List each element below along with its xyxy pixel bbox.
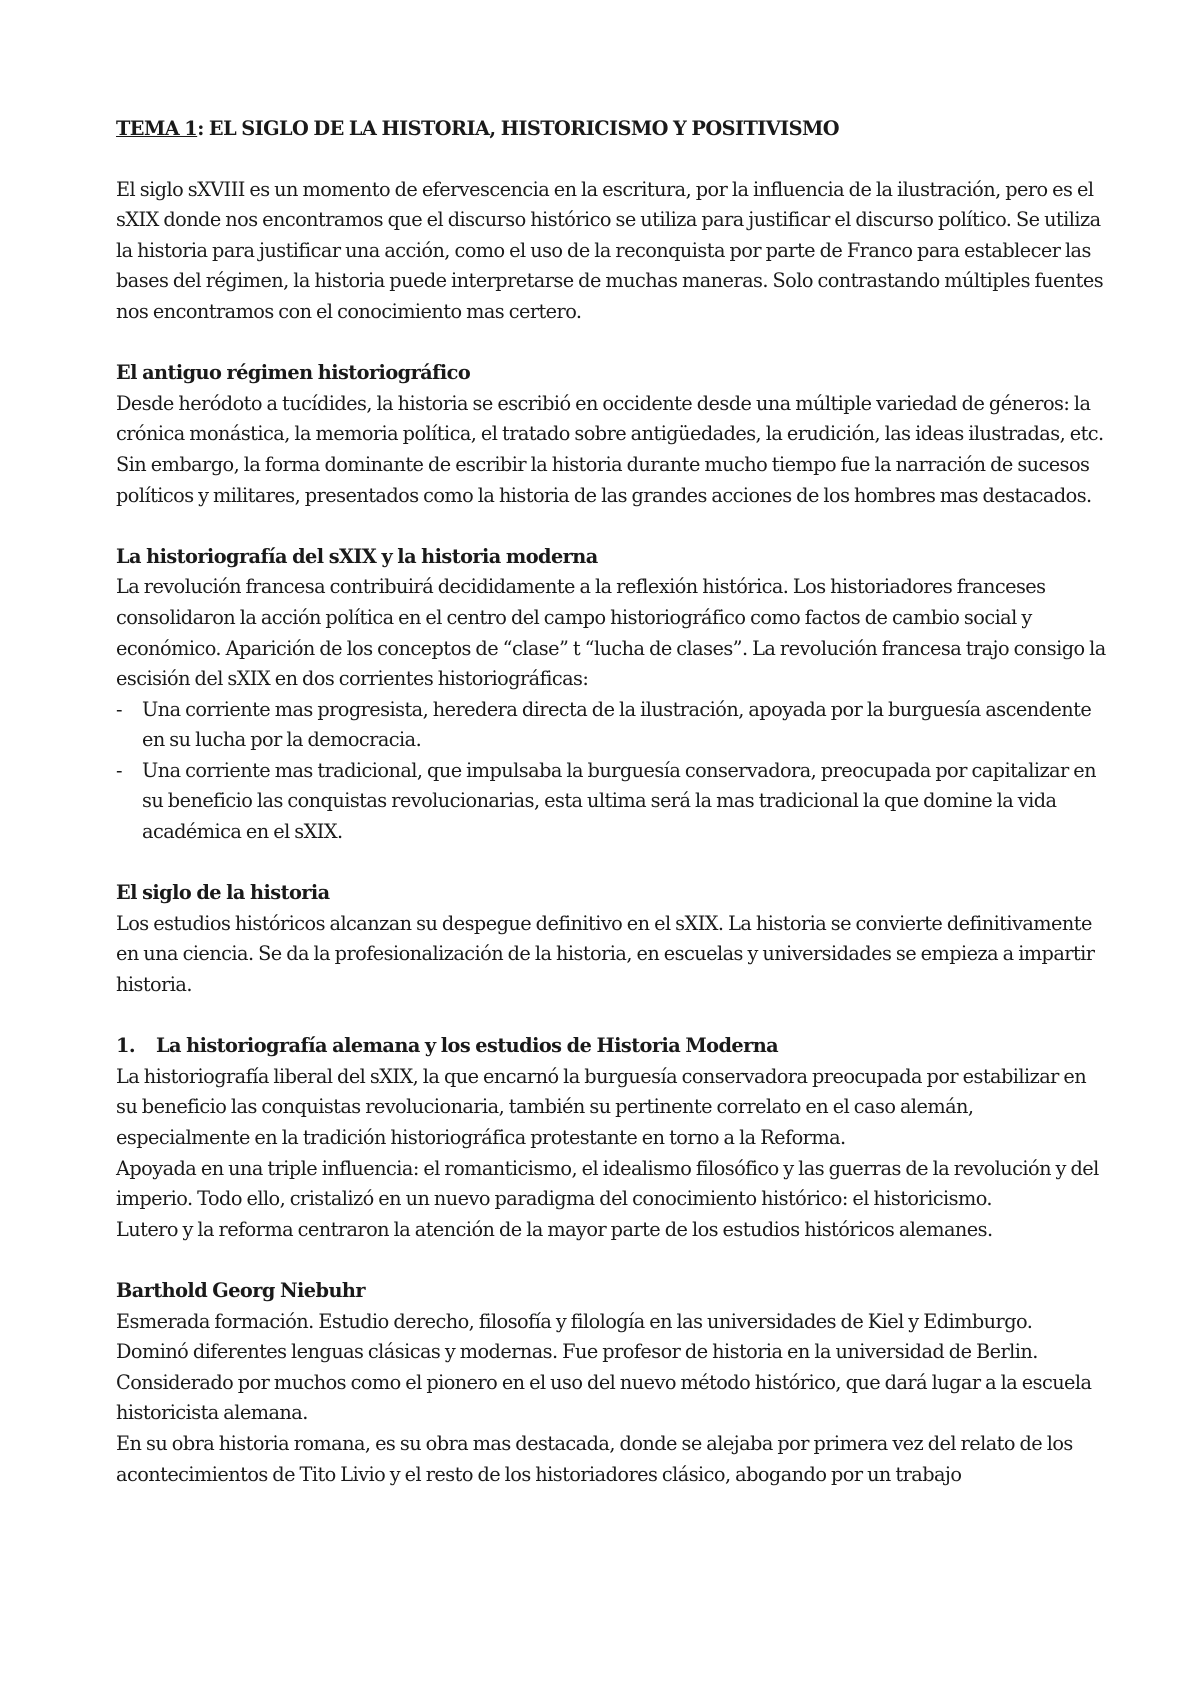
section-heading-niebuhr: Barthold Georg Niebuhr (116, 1278, 365, 1302)
heading-text: La historiografía alemana y los estudios de Historia Moderna (156, 1034, 779, 1058)
section-historiografia-sxix (116, 542, 1106, 848)
section-niebuhr (116, 1276, 1106, 1490)
title-tema-label: TEMA 1 (116, 117, 198, 140)
paragraph-alemana-2: Apoyada en una triple influencia: el romanticismo, el idealismo filosófico y las guerras de la revolución y del imperio. Todo ello, cristalizó en un nuevo paradigma del conocimiento histórico: el historicismo. (116, 1156, 1099, 1211)
paragraph-antiguo-1: Desde heródoto a tucídides, la historia se escribió en occidente desde una múltiple variedad de géneros: la crónica monástica, la memoria política, el tratado sobre antigüedades, la erudición, las ideas ilustradas, etc. (116, 391, 1104, 446)
section-historiografia-alemana (116, 1031, 1106, 1245)
list-item (116, 756, 1106, 848)
section-heading-antiguo-regimen: El antiguo régimen historiográfico (116, 361, 471, 385)
intro-paragraph: El siglo sXVIII es un momento de efervescencia en la escritura, por la influencia de la ilustración, pero es el sXIX donde nos encontramos que el discurso histórico se utiliza para justificar el discurso político. Se utiliza la historia para justificar una acción, como el uso de la reconquista por parte de Franco para establecer las bases del régimen, la historia puede interpretarse de muchas maneras. Solo contrastando múltiples fuentes nos encontramos con el conocimiento mas certero. (116, 177, 1104, 323)
dash-bullet-icon: - (116, 758, 122, 782)
section-heading-historiografia-sxix: La historiografía del sXIX y la historia moderna (116, 544, 598, 568)
list-item-text: Una corriente mas tradicional, que impulsaba la burguesía conservadora, preocupada por capitalizar en su beneficio las conquistas revolucionarias, esta ultima será la mas tradicional la que domine la vida académica en el sXIX. (142, 758, 1096, 844)
list-item (116, 695, 1106, 756)
title-text: : EL SIGLO DE LA HISTORIA, HISTORICISMO Y POSITIVISMO (197, 117, 840, 140)
section-heading-historiografia-alemana (116, 1031, 1106, 1062)
paragraph-alemana-1: La historiografía liberal del sXIX, la que encarnó la burguesía conservadora preocupada por estabilizar en su beneficio las conquistas revolucionaria, también su pertinente correlato en el caso alemán, especialmente en la tradición historiográfica protestante en torno a la Reforma. (116, 1064, 1087, 1149)
bullet-list-corrientes (116, 695, 1106, 848)
paragraph-niebuhr-1: Esmerada formación. Estudio derecho, filosofía y filología en las universidades de Kiel y Edimburgo. Dominó diferentes lenguas clásicas y modernas. Fue profesor de historia en la universidad de Berlin. Considerado por muchos como el pionero en el uso del nuevo método histórico, que dará lugar a la escuela historicista alemana. (116, 1309, 1092, 1425)
document-body (116, 114, 1106, 1490)
section-heading-siglo-historia: El siglo de la historia (116, 881, 330, 905)
paragraph-antiguo-2: Sin embargo, la forma dominante de escribir la historia durante mucho tiempo fue la narración de sucesos políticos y militares, presentados como la historia de las grandes acciones de los hombres mas destacados. (116, 452, 1092, 507)
list-item-text: Una corriente mas progresista, heredera directa de la ilustración, apoyada por la burguesía ascendente en su lucha por la democracia. (142, 697, 1092, 752)
paragraph-alemana-3: Lutero y la reforma centraron la atención de la mayor parte de los estudios históricos alemanes. (116, 1217, 993, 1241)
document-title (116, 114, 1106, 145)
dash-bullet-icon: - (116, 697, 122, 721)
paragraph-niebuhr-2: En su obra historia romana, es su obra mas destacada, donde se alejaba por primera vez del relato de los acontecimientos de Tito Livio y el resto de los historiadores clásico, abogando por un trabajo (116, 1431, 1073, 1486)
section-siglo-historia (116, 878, 1106, 1000)
heading-number: 1. (116, 1034, 136, 1058)
section-antiguo-regimen (116, 358, 1106, 511)
paragraph-siglo-1: Los estudios históricos alcanzan su despegue definitivo en el sXIX. La historia se convierte definitivamente en una ciencia. Se da la profesionalización de la historia, en escuelas y universidades se empieza a impartir historia. (116, 911, 1095, 997)
paragraph-sxix-1: La revolución francesa contribuirá decididamente a la reflexión histórica. Los historiadores franceses consolidaron la acción política en el centro del campo historiográfico como factos de cambio social y económico. Aparición de los conceptos de “clase” t “lucha de clases”. La revolución francesa trajo consigo la escisión del sXIX en dos corrientes historiográficas: (116, 575, 1106, 691)
